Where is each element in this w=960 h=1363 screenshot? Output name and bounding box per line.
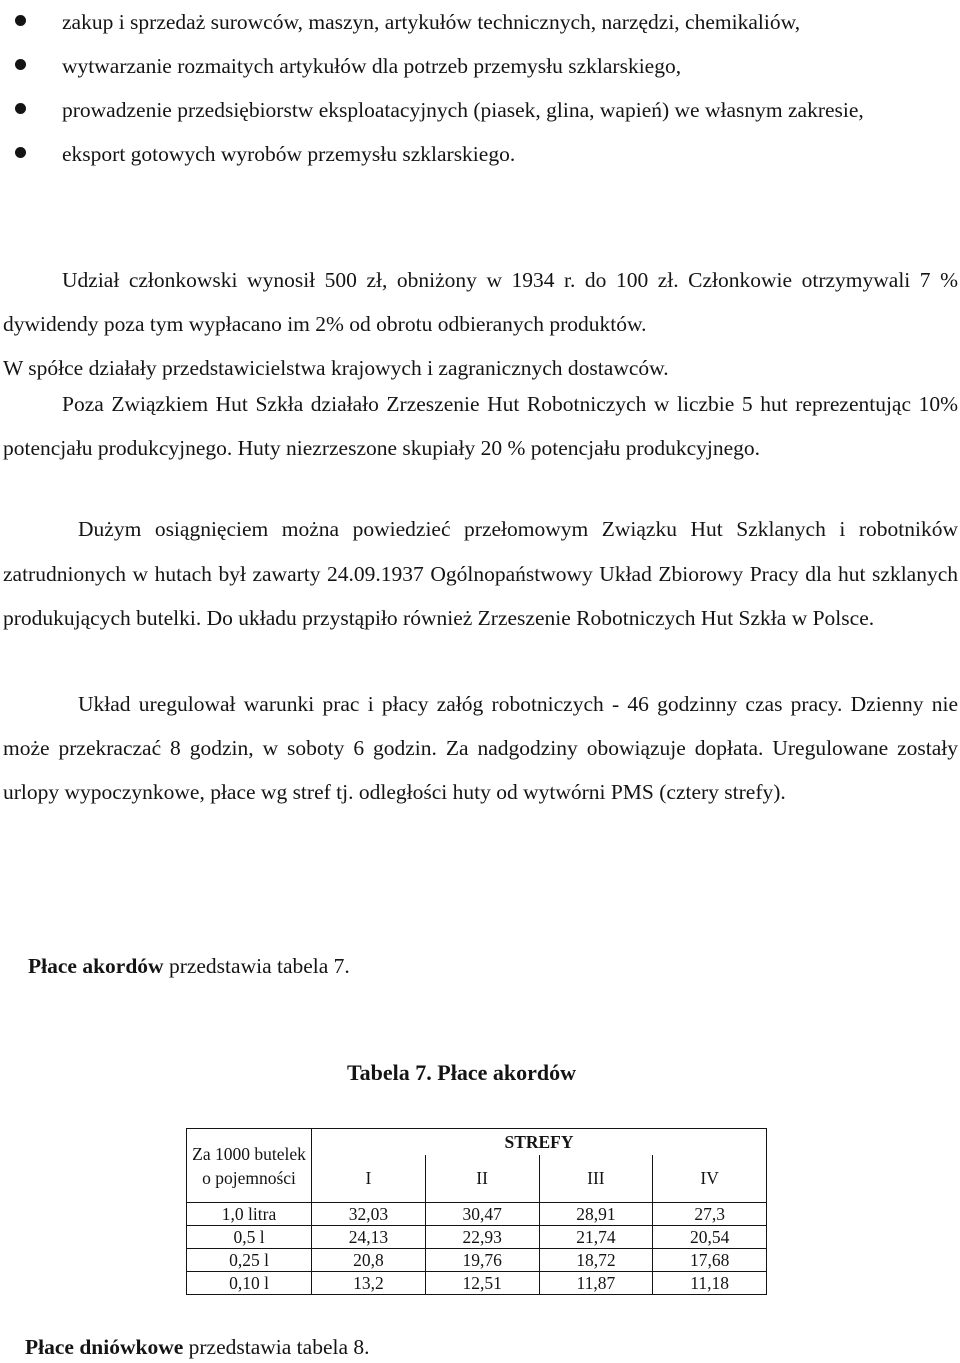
- bullet-icon: [15, 147, 26, 158]
- paragraph-membership: Udział członkowski wynosił 500 zł, obniżony w 1934 r. do 100 zł. Członkowie otrzymywali 7 % dywidendy poza tym wypłacano im 2% od obrotu odbieranych produktów. W spółce działały przedstawicielstwa krajowych i zagranicznych dostawców.: [3, 258, 958, 390]
- table-header-zones: STREFY: [312, 1129, 767, 1155]
- bullet-icon: [15, 103, 26, 114]
- table-cell: 11,87: [539, 1272, 653, 1295]
- table-cell: 17,68: [653, 1249, 767, 1272]
- table-header-zone: I: [312, 1155, 426, 1203]
- table-cell: 0,5 l: [187, 1226, 312, 1249]
- table-cell: 24,13: [312, 1226, 426, 1249]
- paragraph-work-conditions: Układ uregulował warunki prac i płacy załóg robotniczych - 46 godzinny czas pracy. Dzienny nie może przekraczać 8 godzin, w soboty 6 godzin. Za nadgodziny obowiązuje dopłata. Uregulowane zostały urlopy wypoczynkowe, płace wg stref tj. odległości huty od wytwórni PMS (cztery strefy).: [3, 692, 958, 804]
- table-cell: 13,2: [312, 1272, 426, 1295]
- table-caption: Tabela 7. Płace akordów: [347, 1060, 576, 1085]
- list-item: prowadzenie przedsiębiorstw eksploatacyjnych (piasek, glina, wapień) we własnym zakresie,: [0, 88, 960, 132]
- table-header-zone: III: [539, 1155, 653, 1203]
- bullet-icon: [15, 15, 26, 26]
- table-cell: 22,93: [425, 1226, 539, 1249]
- bullet-list: [0, 0, 960, 176]
- table-cell: 12,51: [425, 1272, 539, 1295]
- list-item: eksport gotowych wyrobów przemysłu szklarskiego.: [0, 132, 960, 176]
- table-row: [187, 1226, 767, 1249]
- table-cell: 11,18: [653, 1272, 767, 1295]
- table-cell: 0,10 l: [187, 1272, 312, 1295]
- table-cell: 32,03: [312, 1203, 426, 1226]
- table-cell: 19,76: [425, 1249, 539, 1272]
- table-cell: 18,72: [539, 1249, 653, 1272]
- table-header-zone: II: [425, 1155, 539, 1203]
- table-cell: 20,54: [653, 1226, 767, 1249]
- table-cell: 28,91: [539, 1203, 653, 1226]
- table-row: [187, 1203, 767, 1226]
- bullet-icon: [15, 59, 26, 70]
- table-cell: 1,0 litra: [187, 1203, 312, 1226]
- paragraph-workers-association: Poza Związkiem Hut Szkła działało Zrzeszenie Hut Robotniczych w liczbie 5 hut reprezentując 10% potencjału produkcyjnego. Huty niezrzeszone skupiały 20 % potencjału produkcyjnego.: [3, 392, 958, 460]
- list-item: wytwarzanie rozmaitych artykułów dla potrzeb przemysłu szklarskiego,: [0, 44, 960, 88]
- piece-rates-table: [186, 1128, 767, 1295]
- table-cell: 30,47: [425, 1203, 539, 1226]
- table-cell: 27,3: [653, 1203, 767, 1226]
- table-cell: 20,8: [312, 1249, 426, 1272]
- table-header-capacity: Za 1000 butelek o pojemności: [187, 1129, 312, 1203]
- table-row: [187, 1249, 767, 1272]
- lead-daily-wages: Płace dniówkowe przedstawia tabela 8.: [25, 1335, 370, 1359]
- lead-piece-rates: Płace akordów przedstawia tabela 7.: [28, 954, 350, 978]
- list-item: zakup i sprzedaż surowców, maszyn, artykułów technicznych, narzędzi, chemikaliów,: [0, 0, 960, 44]
- paragraph-representatives: W spółce działały przedstawicielstwa krajowych i zagranicznych dostawców.: [3, 356, 669, 380]
- table-header-zone: IV: [653, 1155, 767, 1203]
- table-cell: 0,25 l: [187, 1249, 312, 1272]
- table-row: [187, 1272, 767, 1295]
- table-cell: 21,74: [539, 1226, 653, 1249]
- paragraph-collective-agreement: Dużym osiągnięciem można powiedzieć przełomowym Związku Hut Szklanych i robotników zatrudnionych w hutach był zawarty 24.09.1937 Ogólnopaństwowy Układ Zbiorowy Pracy dla hut szklanych produkujących butelki. Do układu przystąpiło również Zrzeszenie Robotniczych Hut Szkła w Polsce.: [3, 517, 958, 630]
